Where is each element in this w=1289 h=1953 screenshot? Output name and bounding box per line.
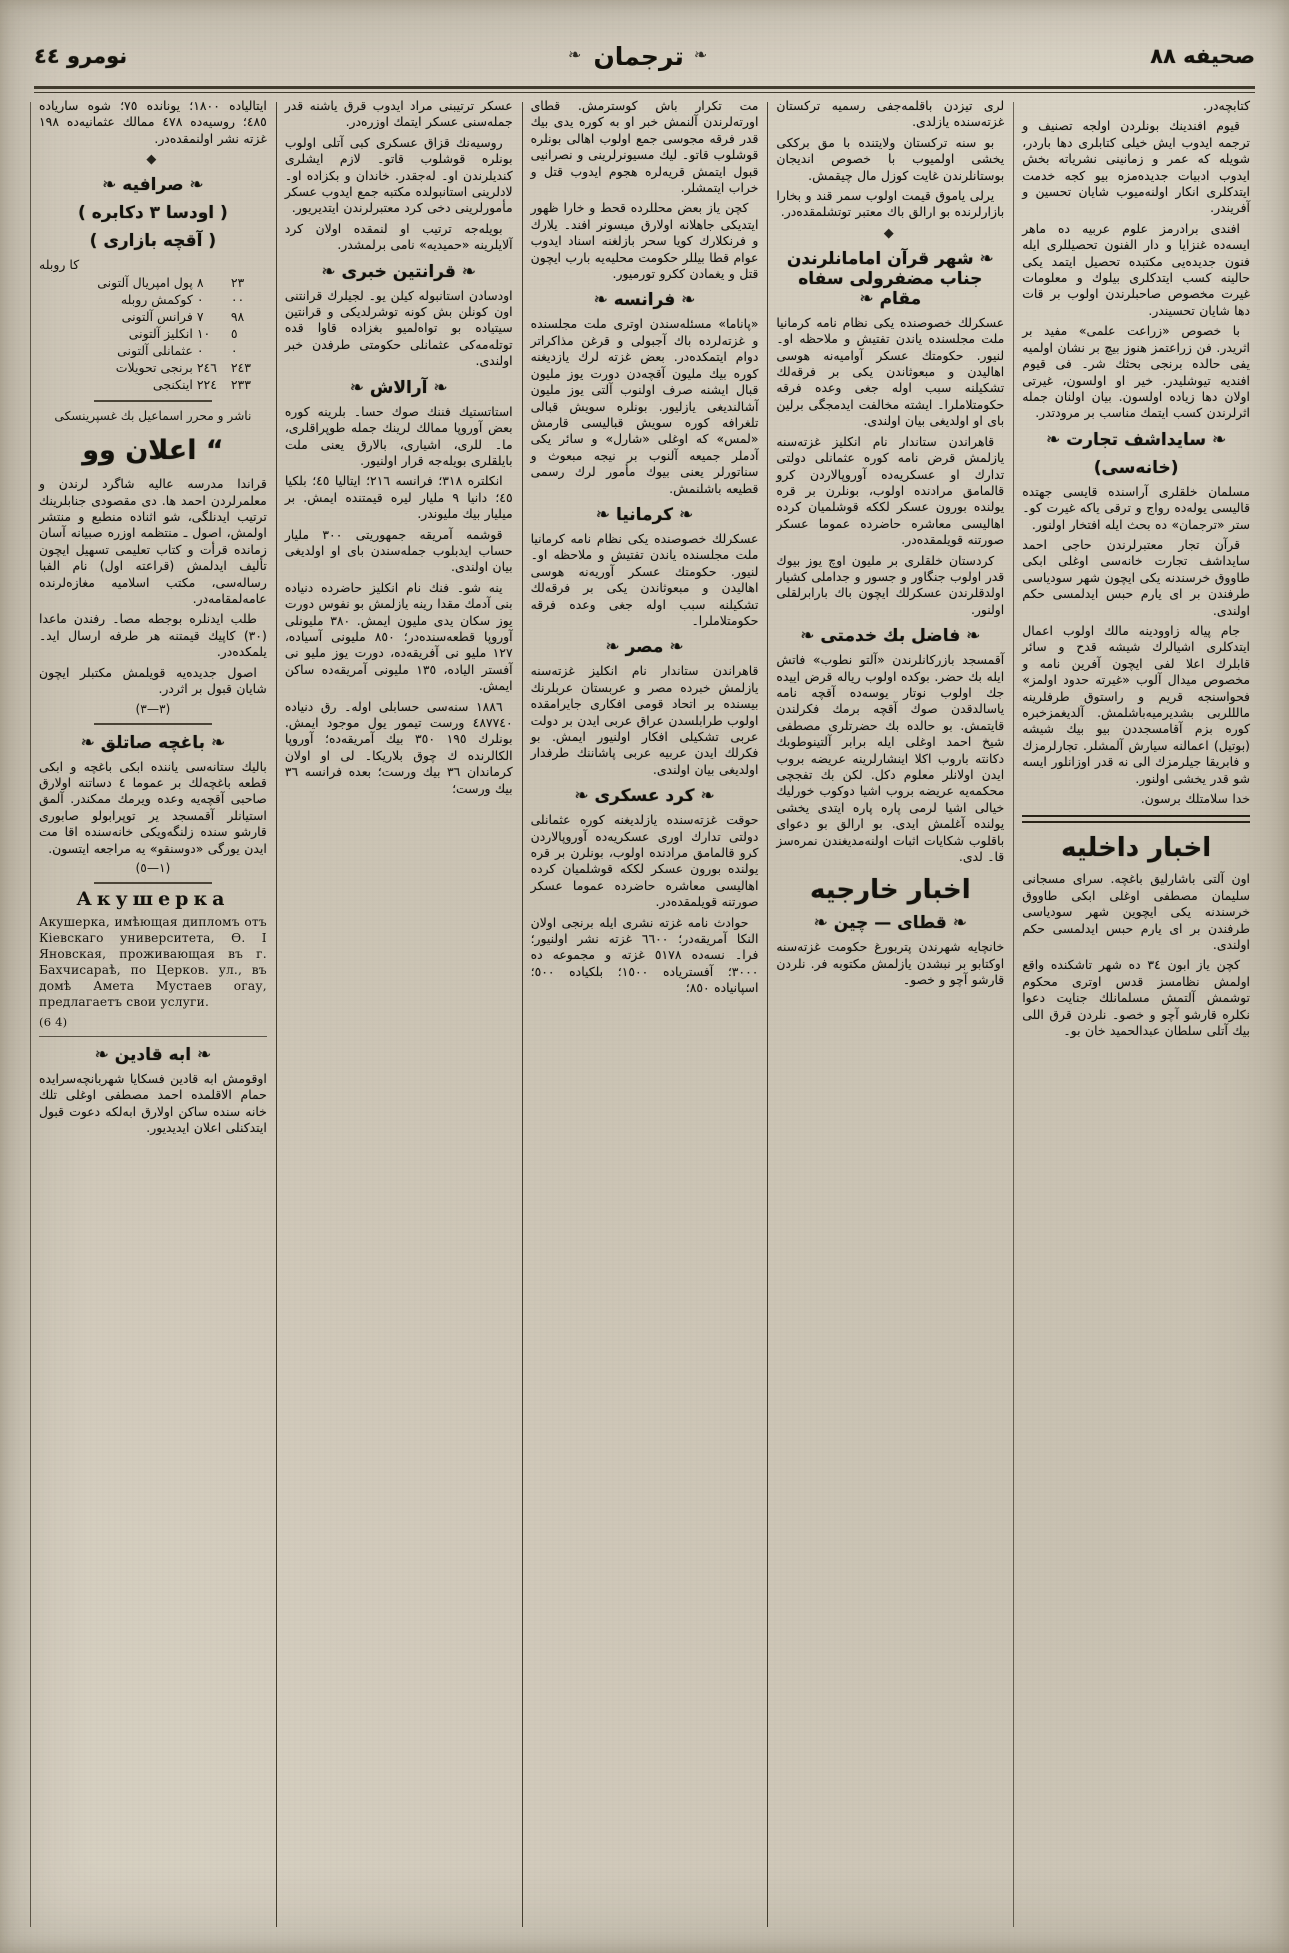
paragraph: بالیك ستانه‌سی یاننده ابكی باغچه و ابكی قطعه باغچه‌لك بر عموما ٤ دساتنه اولارق صاحبی آقچه‌یه وعده ویرمك ممكندر. آلمق استیانلر آقمسجد یر توپرابولو صابوری قارشو سنده زلنگه‌ویكی خانه‌سنده اقا مت ایدن یورگی «دوسنقو» یه مراجعه ایتسون. bbox=[39, 758, 267, 856]
paragraph: انكلتره ٣١٨؛ فرانسه ٢١٦؛ ایتالیا ٤٥؛ بلكیا ٤٥؛ دانیا ٩ ملیار لیره قیمتنده ایمش. بر میلیار بیك ملیوندر. bbox=[284, 473, 513, 522]
section-heading: ❧ مصر ❧ bbox=[605, 637, 684, 658]
table-row bbox=[39, 274, 267, 291]
paragraph: طلب ایدنلره بوجطه مصا۔ رفندن ماعدا (٣٠) كاپیك قیمتنه هر طرفه ارسال اید۔ یلمكده‌در. bbox=[39, 611, 267, 660]
paragraph: قرآن تجار معتبرلرندن حاجی احمد سایداشف تجارت خانه‌سی اوغلی ابكی طاووق خرسندنه یكی ایچون شهر سودیاسی طرفندن بر ای یارم حبس ایدلمسی حكم اولندی. bbox=[1022, 536, 1250, 618]
table-row bbox=[39, 291, 267, 308]
paragraph: مسلمان خلقلری آراسنده قایسی جهتده قالیسی یوله‌ده رواج و ترقی یاكه غیرت كو۔ ستر «ترجمان» ده بحث ایله افتخار اولنور. bbox=[1022, 483, 1250, 532]
rate-value-2: ٢٤٦ bbox=[196, 360, 217, 376]
paragraph: روسیه‌نك قزاق عسكری كبی آتلی اولوب بونلره قوشلوب قاتو۔ لازم ایشلری كندیلرندن او۔ له‌جقدر. خاندان و بكزاده او۔ لادلرینی استانبولده مكتبه جمع ایدوب عسكر مأمورلرینی دخی كرد معتبرلرندن ایتدیریور. bbox=[284, 134, 513, 216]
paragraph: «پاناما» مسئله‌سندن اوتری ملت مجلسنده و غزته‌لرده باك آجبولی و قرغن مذاكراتر دوام ایتمكده‌در. بعض غزته لرك یازدیغنه كوره بیك ملیون آقچه‌دن دورت یوز ملیون قبال ایشنه صرف اولنوب آلتی یوز ملیون آشالندیغی یازلیور. بونلره سویش قبالی تلغرافه كوره سویش قبالیسی قارمش «لمس» كه اوغلی «شارل» و سائر یكی آدملر جمیعه آلنوب بر نیجه مبعوث و سناتورلر یعنی بیوك مأمور لرك رسمی قطیعه باشلنمش. bbox=[530, 316, 759, 496]
section-heading: ❧ شهر قرآن امامانلرندن جناب مضفرولی سفاه مقام ❧ bbox=[786, 248, 994, 309]
divider bbox=[94, 882, 212, 884]
advertisement-heading: “ اعلان وو bbox=[82, 435, 224, 467]
divider: ◆ bbox=[883, 225, 897, 241]
paragraph: ایتالیاده ١٨٠٠؛ یونانده ٧٥؛ شوه ساریاده ٤٨٥؛ روسیه‌ده ٤٧٨ ممالك عثمانیه‌ده ١٩٨ غزته نشر اولنمقده‌در. bbox=[39, 98, 267, 146]
rate-value-2: ١٠ bbox=[196, 326, 211, 342]
ad-heading-midwife: ❧ ابه قادین ❧ bbox=[94, 1044, 212, 1065]
ornament-right-icon: ❧ bbox=[568, 44, 584, 64]
paragraph: عسكرلك خصوصنده یكی نظام نامه كرمانیا ملت مجلسنده یاندن تفتیش و ملاحظه او۔ لنیور. حكومتك عسكر آوامیه‌نه هوسی اهالیدن و مبعوثاندن یكی بر فرقه‌لك تشكیلنه سبب اوله جغی وعده فرقه حكومتلاملرا۔ ایشته مخالفت ایدمجگی برلین بای او اولدیغی بیان اولندی. bbox=[776, 314, 1005, 429]
rate-value-1: ٥ bbox=[230, 326, 238, 342]
ornament-left-icon: ❧ bbox=[693, 44, 710, 64]
paragraph: قاهراندن ستاندار نام انكلیز غزته‌سنه یازلمش قرض نامه كوره عثمانلی دولتی تدارك او عسكریه‌ده آوروپالاردن كرو قالمامق مرادنده اولوب، بونلرن بر قره یولنده بورون عسكر لككه قوشلمیان كرده اهالیسی معاشره حاضرده عموما عسكر صورتنه قویلمقده‌در. bbox=[776, 433, 1005, 548]
paragraph: قاهراندن ستاندار نام انكلیز غزته‌سنه یازلمش خبرده مصر و عربستان عربلرنك بیسنده بر اتحاد قومی افكاری جایرامقده اولوب طرابلسدن عراق عربی ایدن بر دولت عربی تشكیلی افكار اولنیور ایمش. بو فكرلك ایدن عربیه عربی پاشاننك طرفدار اولدیغی بیان اولندی. bbox=[530, 663, 759, 777]
paragraph: یرلی یاموق قیمت اولوب سمر قند و بخارا بازارلرنده بو ارالق باك معتبر توتشلمقده‌در. bbox=[776, 188, 1005, 220]
divider bbox=[94, 723, 212, 725]
paragraph: بو سنه تركستان ولایتنده با مق برككی یخشی اولمیوب با خصوص اندیجان بوستانلرندن غایت كوزل مال چیقمش. bbox=[776, 134, 1005, 183]
paragraph: لری تیزدن باقلمه‌جفی رسمیه تركستان غزته‌سنده یازلدی. bbox=[776, 98, 1005, 130]
paragraph: قیوم افندینك بونلردن اولجه تصنیف و ترجمه ایدوب ایش خیلی كتابلری دها باردر، شویله كه عمر و زمانینی نشریاته بخش ایدوب ادبیات جدیده‌مزه بیو كجه خدمت ایتدكلری انكار اولنه‌میوب شایان تحسین و آفریندر. bbox=[1022, 118, 1250, 216]
paragraph: عسكرلك خصوصنده یكی نظام نامه كرمانیا ملت مجلسنده یاندن تفتیش و ملاحظه او۔ لنیور. حكومتك عسكر آوریه‌نه هوسی اهالیدن و مبعوثاندن یكی بر فرقه‌لك تشكیلنه سبب اوله جغی وعده فرقه حكومتلاملرا۔ bbox=[530, 530, 759, 628]
paragraph: مت تكرار باش كوسترمش. قطای اورته‌لرندن آلنمش خبر او به كوره یدی بیك قدر فرقه مجوسی جمع اولوب اهالی بونلره قوشلوب قاتو۔ لیك مسیونرلرینی و نصرانیی قبول ایتمش قریه‌لره هجوم ایدوب قتل و خراب ایتمشلر. bbox=[530, 98, 759, 196]
rate-value-1: ٠ bbox=[230, 343, 238, 359]
rate-label: برنجی تحویلات bbox=[115, 360, 193, 376]
section-heading: ❧ كرمانیا ❧ bbox=[595, 504, 694, 525]
russian-ad-title: Акушерка bbox=[76, 887, 230, 910]
page-number-label: صحیفه ٨٨ bbox=[1150, 44, 1255, 68]
rate-label: اینكنجی bbox=[152, 377, 193, 393]
section-heading: ❧ فاضل بك خدمتی ❧ bbox=[800, 626, 981, 647]
paragraph: اصول جدیده‌یه قویلمش مكتبلر ایچون شایان قبول بر اثردر. bbox=[39, 664, 267, 697]
ad-sequence-label: (٣—٣) bbox=[135, 701, 171, 716]
paragraph: جام پیاله زاوودینه مالك اولوب اعمال ایتدكلری اشیالرك شیشه قدح و سائر قابلرك اعلا لفی ایچون آفرین نامه و مخصوص میدال آلوب «غیرته حدود اولمز» فحواسنجه قریم و راستوق طرفلرینه مالللربی بشدیرمیه‌باشلمش. آلدیغمزخبره كوره بزم آقامسجددن بیو بیك شیشه (بوتیل) اعمالنه سیارش آلمشلر. تجارلرمزك و فابریقا جیلرمزك الی نه قدر اوزانلور ایسه شو قدر یخشی اولنور. bbox=[1022, 622, 1250, 786]
section-subheading: (خانه‌سی) bbox=[1093, 457, 1179, 478]
column-3 bbox=[522, 98, 768, 1931]
section-heading-exchange: ❧ صرافیه ❧ bbox=[102, 175, 204, 196]
column-1 bbox=[1013, 98, 1259, 1931]
rate-value-1: ٢٣٣ bbox=[230, 377, 251, 393]
paragraph: آقمسجد بازركانلرندن «آلتو نطوب» فاتش ایله بك حضر. بوكده اولوب ریاله قرض اییده جك اولوب نوتار یوسه‌ده آقچه نامه یاسالدقدن صوك آقچه برمك فكرلندن قایتمش. بو حالده بك حضرتلری مصطفی شیخ احمد اوغلی ایله برابر آلتینوطوبك دكانته باروب اكلا اینشارلرینه عریضه بروب ایدن اولانلر معلوم دكل. لكن بك تفجچی محكمه‌یه عریضه بروب اشیا دوكوب خورلیك خیالی اشیا لرمی پاره پاره ایتدی یخشی یولنده آغلمش ایدی. بو ارالق بو دعوای باقلوب شكایات اثبات اولنه‌مدیغندن نمره‌سز قا۔ لدی. bbox=[776, 652, 1005, 865]
rate-value-2: ٠ bbox=[196, 292, 204, 308]
paragraph: حوادث نامه غزته نشری ایله برنجی اولان النكا آمریقه‌در؛ ٦٦٠٠ غزته نشر اولنیور؛ فرا۔ نسه‌ده ٥١٧٨ غزته و مجموعه ده ٣٠٠٠؛ آفستریاده ١٥٠٠؛ بلكیاده ٥٠٠؛ اسپانیاده ٨٥٠؛ bbox=[530, 914, 759, 996]
newspaper-title-text: ترجمان bbox=[593, 41, 684, 71]
section-heading-foreign-news: اخبار خارجیه bbox=[809, 875, 971, 906]
publisher-editor-line: ناشر و محرر اسماعیل بك غسپرینسكی bbox=[54, 409, 252, 424]
column-4 bbox=[276, 98, 522, 1931]
rate-value-1: ٩٨ bbox=[230, 309, 245, 325]
table-row bbox=[39, 376, 267, 393]
rate-value-2: ٢٢٤ bbox=[196, 377, 217, 393]
table-row bbox=[39, 325, 267, 342]
paragraph: حوقت غزته‌سنده یازلدیغنه كوره عثمانلی دولتی تدارك اوری عسكریه‌ده آوروپالاردن كرو قالمامق مرادنده اولوب، بونلرن بر قره یولنده بورون عسكر لككه قوشلمیان كرده اهالیسی معاشره حاضرده عموما عسكر صورتنه قویلمقده‌در. bbox=[530, 812, 759, 910]
rate-value-2: ٨ bbox=[196, 275, 204, 291]
rate-value-2: ٧ bbox=[196, 309, 204, 325]
newspaper-title bbox=[568, 42, 709, 71]
masthead-divider bbox=[34, 86, 1255, 93]
paragraph: خدا سلامتلك برسون. bbox=[1140, 791, 1250, 807]
rate-value-1: ٢٤٣ bbox=[230, 360, 251, 376]
rate-label: فرانس آلتونی bbox=[121, 309, 193, 325]
paragraph: كتابچه‌در. bbox=[1203, 98, 1250, 113]
section-heading-internal-news: اخبار داخلیه bbox=[1061, 833, 1212, 864]
rate-value-1: ٠٠ bbox=[230, 292, 245, 308]
paragraph: قوشمه آمریقه جمهوریتی ٣٠٠ ملیار حساب ایدبلوب جمله‌سندن بای او اولدیغی بیان اولندی. bbox=[284, 526, 513, 575]
rate-label: عثمانلی آلتونی bbox=[117, 343, 193, 359]
section-heading: ❧ فرانسه ❧ bbox=[593, 290, 696, 311]
paragraph: قراندا مدرسه عالیه شاگرد لرندن و معلمرلردن احمد ها. دی مقصودی جنابلرینك ترتیب ایدنلگی، شو اثناده منطبع و منتشر اولمش، اصول ـ منتظمه اوزره صبیانه آسان زمانده قرأت و كتاب تعلیمی تسهیل ایچون تألیف ایدلمش (قراعته اول) نام الفبا رساله‌سی، مكتب اسلامیه مغازه‌لرنده عامه‌لمقامه‌در. bbox=[39, 476, 267, 607]
divider bbox=[39, 1036, 267, 1037]
table-row bbox=[39, 359, 267, 376]
rate-label: كوكمش روبله bbox=[120, 292, 193, 308]
section-heading: ❧ قرانتین خبری ❧ bbox=[321, 261, 477, 282]
section-heading: ❧ كرد عسكری ❧ bbox=[574, 786, 715, 807]
rates-table-header: كا روبله bbox=[39, 257, 80, 273]
paragraph: ١٨٨٦ سنه‌سی حسابلی اوله۔ رق دنیاده ٤٨٧٧٤٠ ورست تیمور یول موجود ایمش. بونلرك ١٩٥ ٣٥٠ بیك آمریقه‌ده؛ آوروپا الكالرنده ك چوق بلاریكا۔ لی او اولان كرماندان ٣٦ بیك ورست؛ بعده فرانسه ٣٦ بیك ورست؛ bbox=[284, 698, 513, 796]
divider bbox=[1022, 815, 1250, 823]
column-2 bbox=[767, 98, 1013, 1931]
russian-ad-body: Акушерка, имѣющая дипломъ отъ Кіевскаго университета, Ө. І Яновская, проживающая въ г. Бахчисараѣ, по Церков. ул., въ домѣ Амета Мустаев огау, предлагаетъ свои услуги. bbox=[39, 914, 267, 1009]
paragraph: ینه شو۔ فنك نام انكلیز حاضرده دنیاده بنی آدمك مقدا رینه یازلمش بو نفوس دورت یوز سكان یدی ملیون ایمش. ٣٨٠ ملیونلی آوروپا قطعه‌سنده‌در؛ ٨٥٠ ملیونی آسیاده، ١٢٧ ملیو نی آفریقه‌ده، دورت یوز ملیو نی آفستر الیاده، ١٣٥ ملیونی آمریقه‌ده ساكن ایمش. bbox=[284, 579, 513, 694]
paragraph: كردستان خلقلری بر ملیون اوچ یوز بیوك قدر اولوب جنگاور و جسور و جداملی كشیار اولدقلرندن عسكرلك ایچون باك بارابرلقلی اولنور. bbox=[776, 552, 1005, 617]
paragraph: خانچایه شهرندن پتربورغ حكومت غزته‌سنه اوكتابو بر نبشدن یازلمش مكتوبه فر. نلردن قارشو آچو و خصو۔ bbox=[776, 939, 1005, 988]
ad-sequence-label: (١—٥) bbox=[135, 860, 171, 875]
table-row bbox=[39, 308, 267, 325]
divider: ◆ bbox=[146, 152, 160, 168]
paragraph: اودسادن استانبوله كیلن یو۔ لجیلرك قرانتنی اون كونلن بش كونه توشرلدیكی و قرانتین سیتیاده بو تواه‌لمیو بغزاده قاوا قده توتله‌مه‌كی عثمانلی حكومتی طرفدن خبر اولندی. bbox=[284, 287, 513, 369]
paragraph: كچن یاز ابون ٣٤ ده شهر تاشكنده واقع اولمش نظامسز قدس اوتری محكوم توشمش آلتمش مسلمانلك جنایت دعوا نكلره قارشو آچو و خصو۔ نلردن قرق اللی بیك آتلی سلطان عبدالحمید خان بو۔ bbox=[1022, 957, 1250, 1039]
rate-value-2: ٠ bbox=[196, 343, 204, 359]
column-5 bbox=[30, 98, 276, 1931]
column-container bbox=[30, 98, 1259, 1931]
paragraph: كچن یاز بعض محللرده قحط و خارا ظهور ایتدیكی جاهلانه اولارق میسونر افند۔ یلارك و فرنكلارك كویا سحر بازلغنه اسناد ایدوب عوام قطا بیللر حكومت محلیه‌یه بارب ایچون قتل و یغمادن ككرو تورمیور. bbox=[530, 200, 759, 282]
ad-heading-garden-for-sale: ❧ باغچه صاتلق ❧ bbox=[80, 732, 226, 753]
russian-advertisement bbox=[39, 887, 267, 1030]
rate-value-1: ٢٣ bbox=[230, 275, 245, 291]
rate-label: پول امپریال آلتونی bbox=[97, 275, 193, 291]
section-heading: ❧ آرالاش ❧ bbox=[349, 377, 448, 398]
rate-label: انكلیز آلتونی bbox=[128, 326, 193, 342]
exchange-rates-table bbox=[39, 274, 267, 393]
section-heading: ❧ سایداشف تجارت ❧ bbox=[1045, 429, 1227, 450]
paragraph: افندی برادرمز علوم عربیه ده ماهر ایسه‌ده غنزایا و دار الفنون تحصیللری ایله فنون جدیده‌یی مكتبده تحصیل ایتمد یكی حالینه كسب ایتدكلری بیلوك و معلومات غیرت مخصوص صاحبلرندن اولوب بر قات دها شایان تحسیندر. bbox=[1022, 220, 1250, 318]
paragraph: عسكر ترتیبنی مراد ایدوب قرق یاشنه قدر جمله‌سنی عسكر ایتمك اوزره‌در. bbox=[284, 98, 513, 130]
paragraph: بویله‌جه ترتیب او لنمقده اولان كرد آلایلرینه «حمیدیه» نامی برلمشدر. bbox=[284, 220, 513, 253]
divider bbox=[94, 400, 212, 402]
table-row bbox=[39, 342, 267, 359]
paragraph: با خصوص «زراعت علمی» مفید بر اثریدر. فن زراعتمز هنوز بیچ بر نشان اولمیه یفی حالده برنجی بحثك شر۔ فی قیوم افندیه تیوشلیدر. خیر او اولسون، غیرتی اولان دها زیاده اولسون. بیان اولنان جمله اثرلرندن كسب ایتمك مناسب بر مرودتدر. bbox=[1022, 323, 1250, 421]
paragraph: اوقومش ابه قادین فسكایا شهربانچه‌سرایده حمام الاقلمده احمد مصطفی اوغلی تلك خانه سنده ساكن اولارق ابه‌لكه دعوت قبول ایتدكنلی اعلان ایدیدیور. bbox=[39, 1070, 267, 1136]
russian-ad-sequence: (6 4) bbox=[39, 1014, 68, 1029]
issue-number-label: نومرو ٤٤ bbox=[34, 44, 128, 68]
paragraph: اون آلتی باشارلیق باغچه. سرای مسجانی سلیمان مصطفی اوغلی ابكی طاووق خرسندنه یكی ایچوین شهر سودیاسی طرفندن بر ای یارم حبس ایدلمسی حكم اولندی. bbox=[1022, 871, 1250, 953]
exchange-date: ( اودسا ٣ دكابره ) bbox=[78, 203, 228, 224]
paragraph: استاتستیك فننك صوك حسا۔ بلرینه كوره بعض آوروپا ممالك لرینك جمله طوپراقلری، ما۔ للری، اشیاری، بالارق یعنی ملت بایلقلری بویله‌جه قرار اولنیور. bbox=[284, 403, 513, 468]
masthead bbox=[34, 28, 1255, 84]
exchange-market-label: ( آقچه بازاری ) bbox=[89, 231, 217, 252]
section-subheading: ❧ قطای — چین ❧ bbox=[813, 913, 967, 934]
